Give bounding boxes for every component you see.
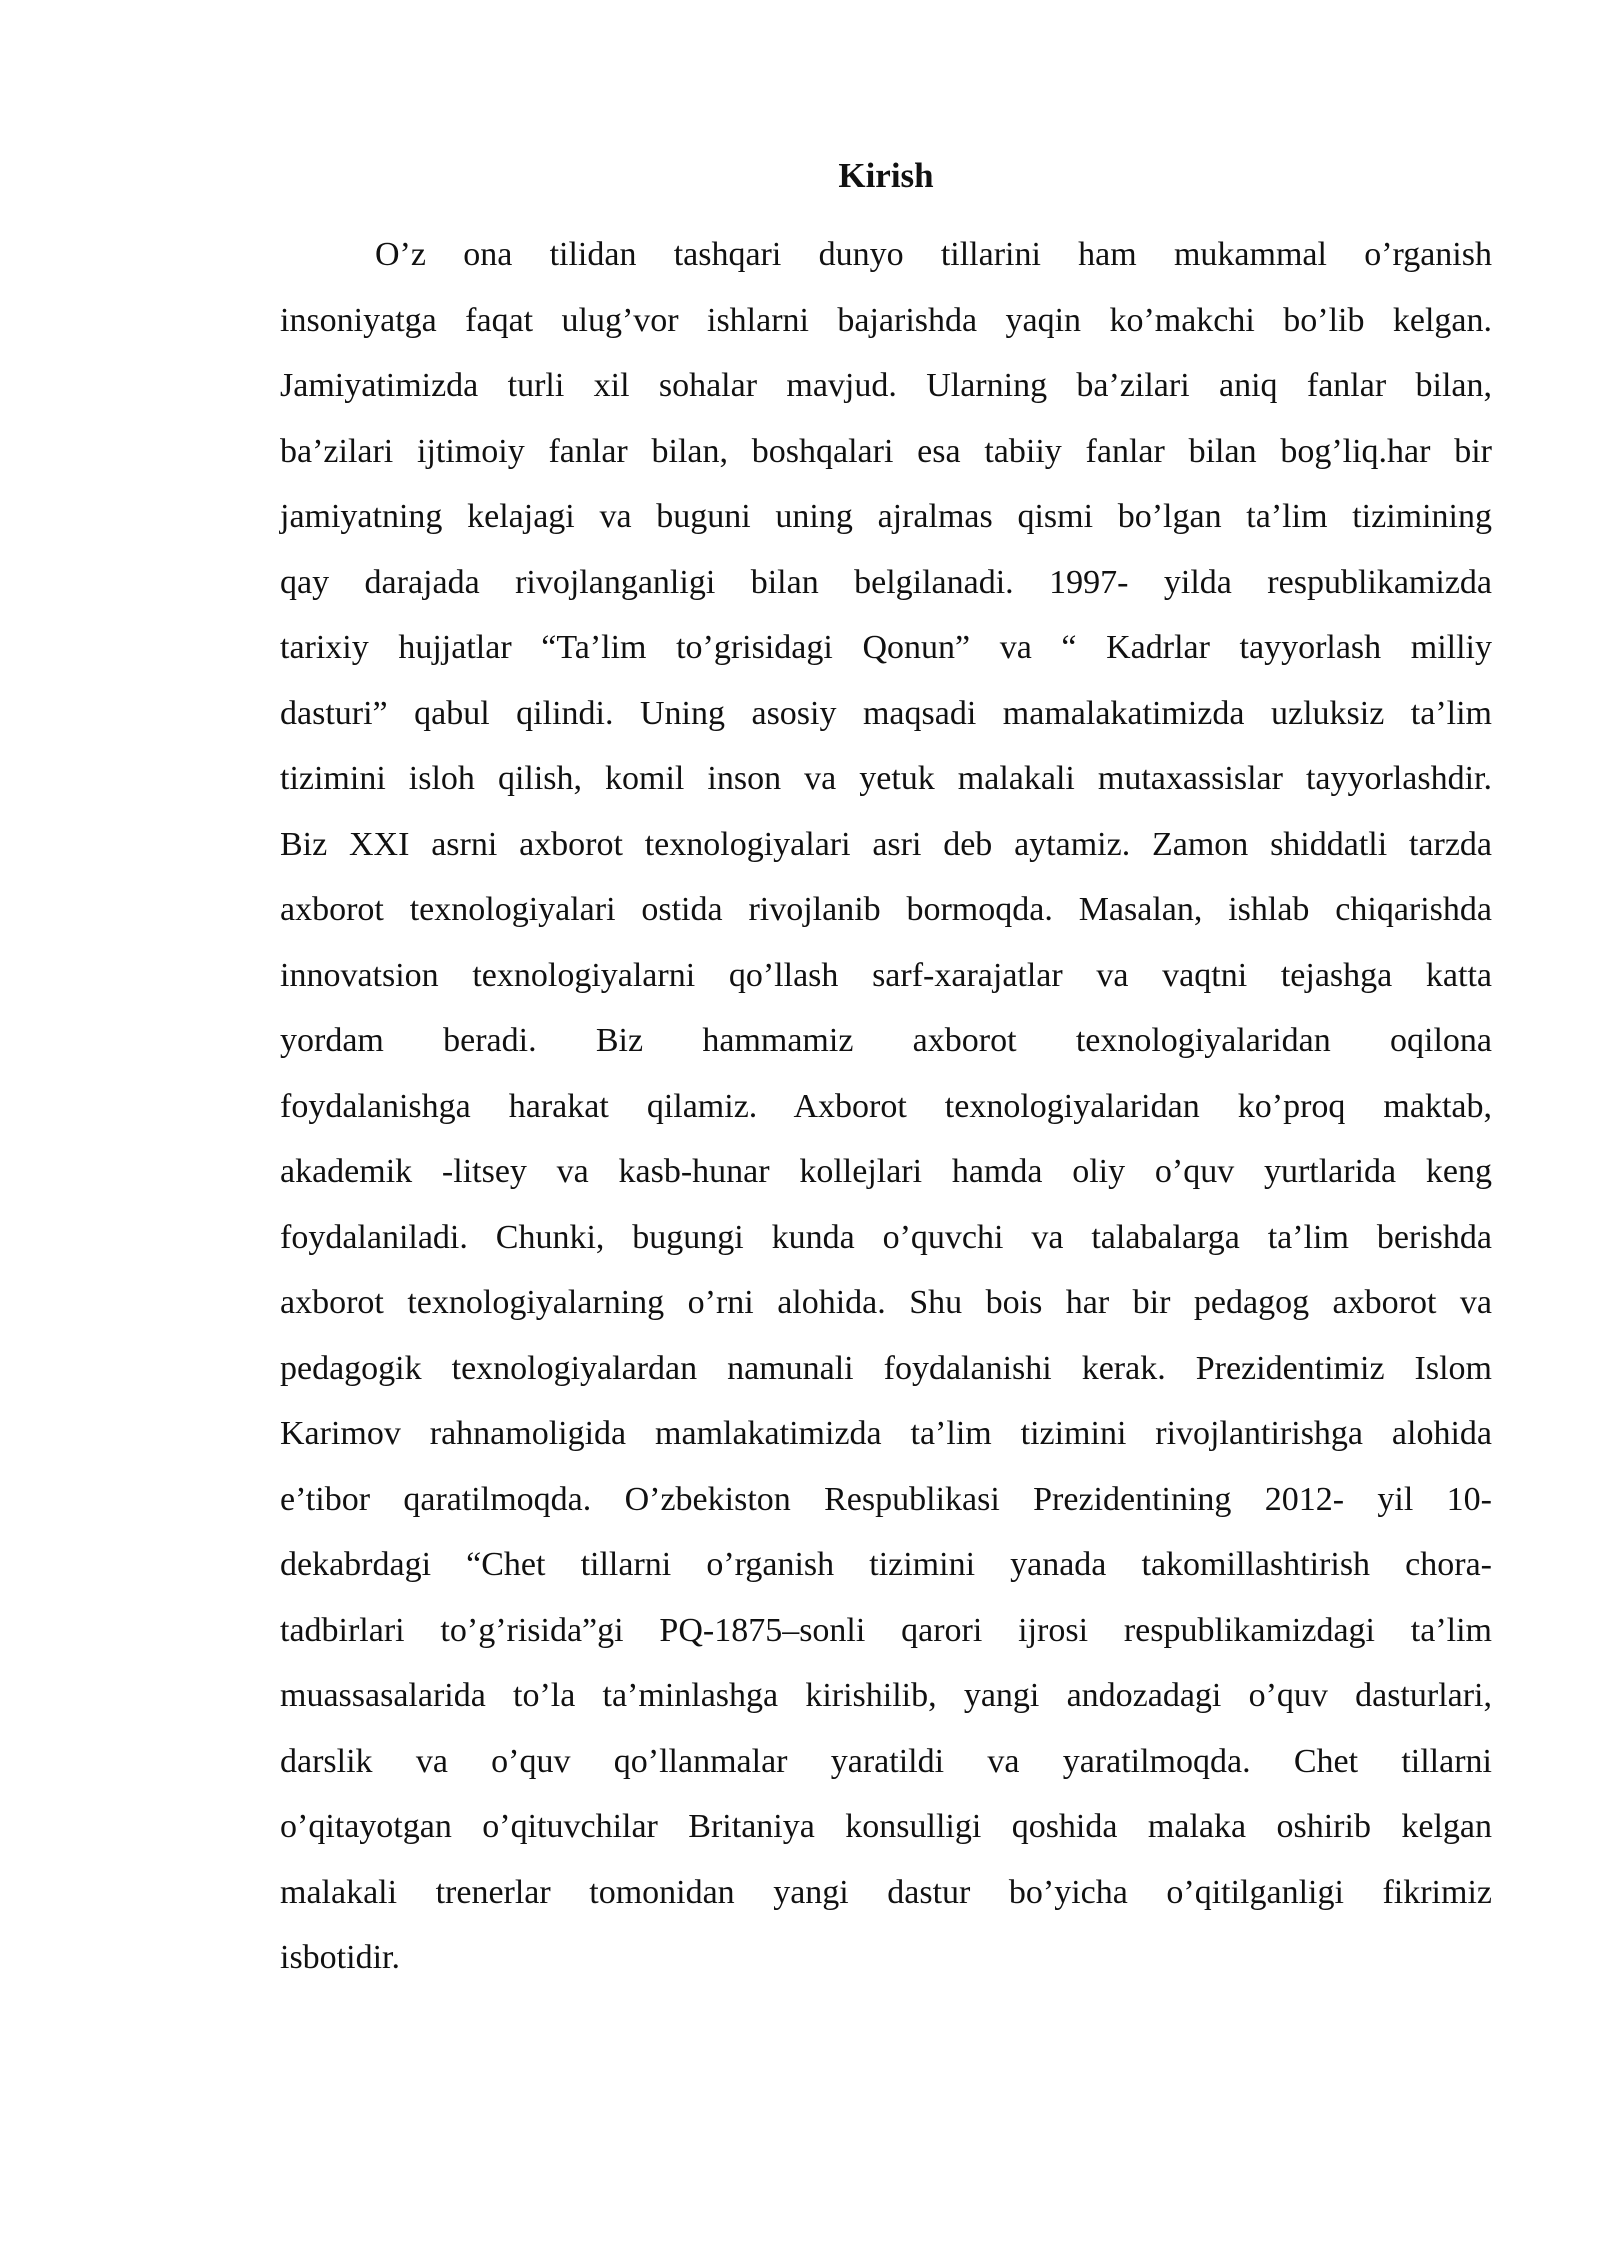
- paragraph-line: qay darajada rivojlanganligi bilan belgilanadi. 1997- yilda respublikamizda: [280, 563, 1492, 601]
- paragraph-line: tarixiy hujjatlar “Ta’lim to’grisidagi Qonun” va “ Kadrlar tayyorlash milliy: [280, 629, 1492, 666]
- paragraph-line: innovatsion texnologiyalarni qo’llash sarf-xarajatlar va vaqtni tejashga katta: [280, 956, 1492, 994]
- paragraph-line: akademik -litsey va kasb-hunar kollejlari hamda oliy o’quv yurtlarida keng: [280, 1153, 1492, 1190]
- paragraph-line: dekabrdagi “Chet tillarni o’rganish tizimini yanada takomillashtirish chora-: [280, 1546, 1492, 1583]
- document-content: [280, 150, 1492, 1991]
- paragraph-line: jamiyatning kelajagi va buguni uning ajralmas qismi bo’lgan ta’lim tizimining: [280, 498, 1492, 535]
- paragraph-line: pedagogik texnologiyalardan namunali foydalanishi kerak. Prezidentimiz Islom: [280, 1349, 1492, 1387]
- paragraph-line: malakali trenerlar tomonidan yangi dastur bo’yicha o’qitilganligi fikrimiz: [280, 1873, 1492, 1911]
- paragraph-line: Jamiyatimizda turli xil sohalar mavjud. Ularning ba’zilari aniq fanlar bilan,: [280, 367, 1492, 404]
- paragraph-line: O’z ona tilidan tashqari dunyo tillarini ham mukammal o’rganish: [375, 236, 1492, 273]
- paragraph-line: tizimini isloh qilish, komil inson va yetuk malakali mutaxassislar tayyorlashdir.: [280, 760, 1492, 797]
- paragraph-line: darslik va o’quv qo’llanmalar yaratildi va yaratilmoqda. Chet tillarni: [280, 1742, 1492, 1780]
- paragraph-line: axborot texnologiyalari ostida rivojlanib bormoqda. Masalan, ishlab chiqarishda: [280, 891, 1492, 928]
- paragraph-line: Biz XXI asrni axborot texnologiyalari asri deb aytamiz. Zamon shiddatli tarzda: [280, 825, 1492, 863]
- paragraph-line: axborot texnologiyalarning o’rni alohida. Shu bois har bir pedagog axborot va: [280, 1284, 1492, 1321]
- section-title: Kirish: [838, 156, 934, 195]
- paragraph-line: o’qitayotgan o’qituvchilar Britaniya konsulligi qoshida malaka oshirib kelgan: [280, 1808, 1492, 1845]
- paragraph-line: tadbirlari to’g’risida”gi PQ-1875–sonli qarori ijrosi respublikamizdagi ta’lim: [280, 1611, 1492, 1649]
- paragraph-line: foydalanishga harakat qilamiz. Axborot texnologiyalaridan ko’proq maktab,: [280, 1087, 1492, 1125]
- paragraph-line: insoniyatga faqat ulug’vor ishlarni bajarishda yaqin ko’makchi bo’lib kelgan.: [280, 301, 1492, 339]
- body-paragraph: [280, 222, 1492, 1991]
- paragraph-line: foydalaniladi. Chunki, bugungi kunda o’quvchi va talabalarga ta’lim berishda: [280, 1218, 1492, 1256]
- paragraph-line: ba’zilari ijtimoiy fanlar bilan, boshqalari esa tabiiy fanlar bilan bog’liq.har bir: [280, 432, 1492, 470]
- paragraph-line: dasturi” qabul qilindi. Uning asosiy maqsadi mamalakatimizda uzluksiz ta’lim: [280, 694, 1492, 732]
- paragraph-line: e’tibor qaratilmoqda. O’zbekiston Respublikasi Prezidentining 2012- yil 10-: [280, 1480, 1492, 1518]
- paragraph-line: isbotidir.: [280, 1939, 400, 1976]
- paragraph-line: Karimov rahnamoligida mamlakatimizda ta’lim tizimini rivojlantirishga alohida: [280, 1415, 1492, 1452]
- paragraph-line: yordam beradi. Biz hammamiz axborot texnologiyalaridan oqilona: [280, 1022, 1492, 1059]
- paragraph-line: muassasalarida to’la ta’minlashga kirishilib, yangi andozadagi o’quv dasturlari,: [280, 1677, 1492, 1714]
